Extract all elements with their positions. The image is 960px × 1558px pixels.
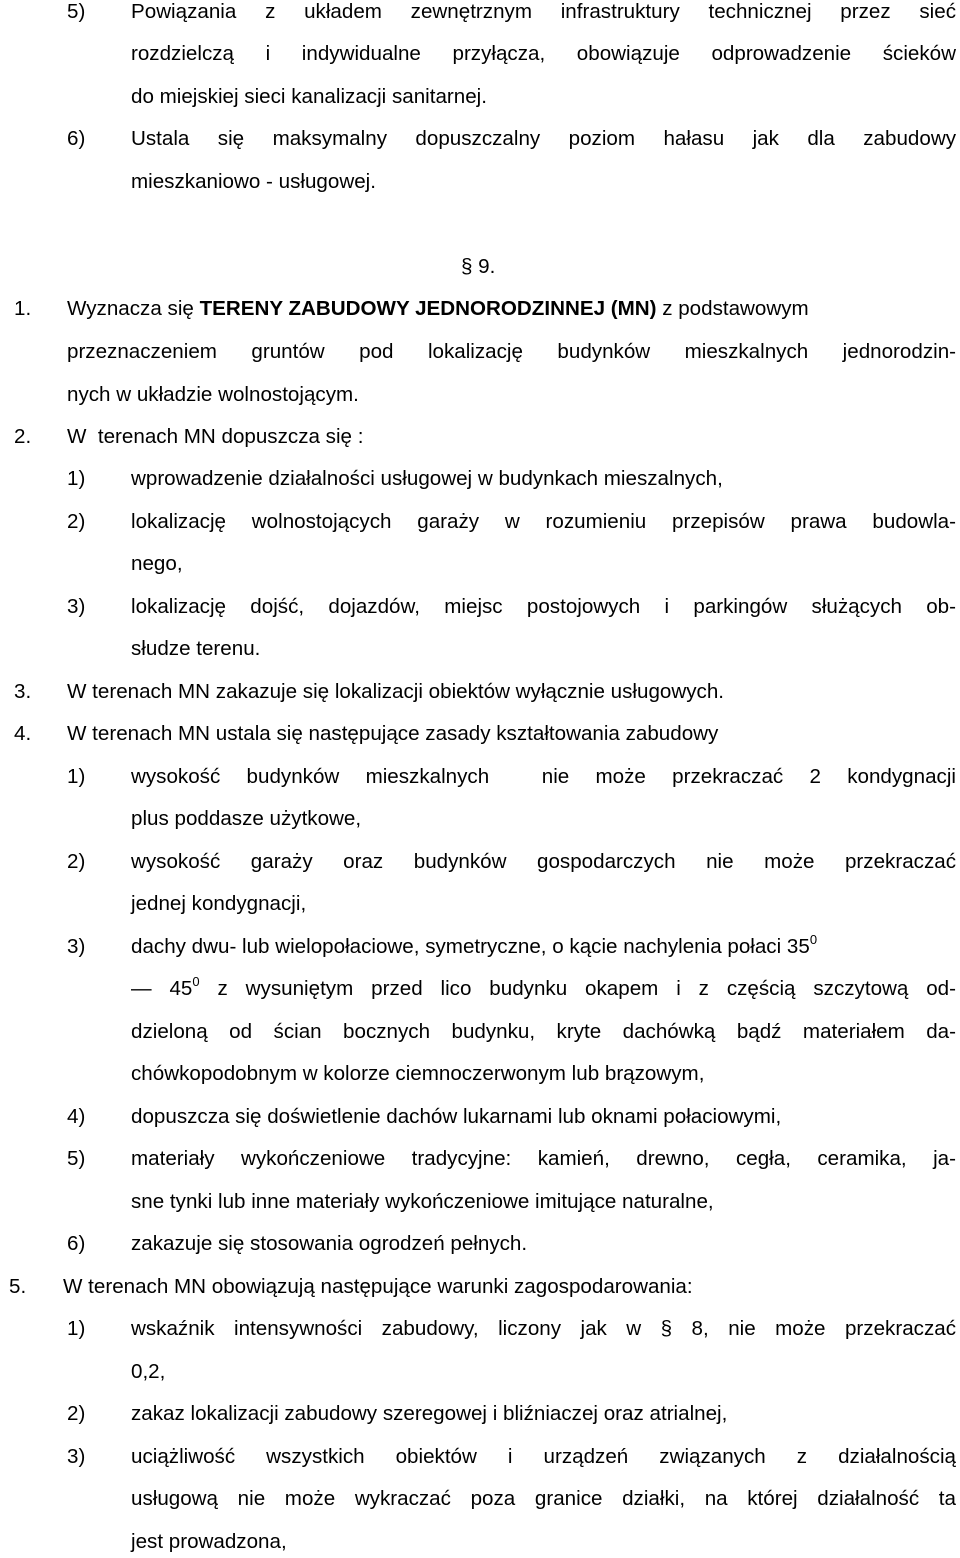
list-number: 5)	[67, 0, 86, 23]
list-item-line: sne tynki lub inne materiały wykończeniowe imitujące naturalne,	[131, 1190, 714, 1213]
paragraph-line: W terenach MN obowiązują następujące warunki zagospodarowania:	[63, 1275, 693, 1298]
list-number: 4)	[67, 1105, 86, 1128]
list-item-line: 0,2,	[131, 1360, 166, 1383]
list-number: 3)	[67, 1445, 86, 1468]
list-number: 1)	[67, 765, 86, 788]
paragraph-line: przeznaczeniem gruntów pod lokalizację budynków mieszkalnych jednorodzin-	[67, 340, 956, 363]
paragraph-line	[67, 297, 956, 321]
degree-superscript: 0	[809, 932, 818, 947]
list-item-line: lokalizację wolnostojących garaży w rozumieniu przepisów prawa budowla-	[131, 510, 956, 533]
list-item-line: rozdzielczą i indywidualne przyłącza, obowiązuje odprowadzenie ścieków	[131, 42, 956, 65]
list-number: 3)	[67, 595, 86, 618]
paragraph-text: z podstawowym	[656, 297, 809, 320]
list-number: 3)	[67, 935, 86, 958]
list-number: 1)	[67, 467, 86, 490]
section-heading: § 9.	[461, 255, 496, 278]
list-item-line: materiały wykończeniowe tradycyjne: kamień, drewno, cegła, ceramika, ja-	[131, 1147, 956, 1170]
list-number: 6)	[67, 127, 86, 150]
list-item-text: — 45	[131, 977, 193, 1000]
list-item-line: jednej kondygnacji,	[131, 892, 307, 915]
list-item-line: Ustala się maksymalny dopuszczalny poziom hałasu jak dla zabudowy	[131, 127, 956, 150]
degree-superscript: 0	[192, 974, 200, 989]
paragraph-number: 2.	[14, 425, 32, 448]
paragraph-line: W terenach MN zakazuje się lokalizacji obiektów wyłącznie usługowych.	[67, 680, 724, 703]
list-item-line: wysokość garaży oraz budynków gospodarczych nie może przekraczać	[131, 850, 956, 873]
list-number: 1)	[67, 1317, 86, 1340]
paragraph-number: 3.	[14, 680, 32, 703]
list-item-line: jest prowadzona,	[131, 1530, 287, 1553]
list-number: 5)	[67, 1147, 86, 1170]
list-item-line: Powiązania z układem zewnętrznym infrastruktury technicznej przez sieć	[131, 0, 956, 23]
list-item-line: uciążliwość wszystkich obiektów i urządzeń związanych z działalnością	[131, 1445, 956, 1468]
list-number: 6)	[67, 1232, 86, 1255]
list-item-line: dopuszcza się doświetlenie dachów lukarnami lub oknami połaciowymi,	[131, 1105, 782, 1128]
list-item-text: z wysuniętym przed lico budynku okapem i z częścią szczytową od-	[199, 977, 956, 1000]
zone-name-bold: TERENY ZABUDOWY JEDNORODZINNEJ (MN)	[199, 297, 657, 320]
list-item-text: dachy dwu- lub wielopołaciowe, symetryczne, o kącie nachylenia połaci 35	[131, 935, 810, 958]
paragraph-number: 1.	[14, 297, 32, 320]
paragraph-line: W terenach MN dopuszcza się :	[67, 425, 364, 448]
list-item-line: do miejskiej sieci kanalizacji sanitarnej.	[131, 85, 487, 108]
paragraph-line: W terenach MN ustala się następujące zasady kształtowania zabudowy	[67, 722, 719, 745]
list-item-line: dzieloną od ścian bocznych budynku, kryte dachówką bądź materiałem da-	[131, 1020, 956, 1043]
list-number: 2)	[67, 850, 86, 873]
list-number: 2)	[67, 1402, 86, 1425]
list-item-line: słudze terenu.	[131, 637, 261, 660]
list-item-line: lokalizację dojść, dojazdów, miejsc postojowych i parkingów służących ob-	[131, 595, 956, 618]
list-item-line: mieszkaniowo - usługowej.	[131, 170, 376, 193]
list-item-line: usługową nie może wykraczać poza granice działki, na której działalność ta	[131, 1487, 956, 1510]
list-item-line: nego,	[131, 552, 183, 575]
paragraph-number: 5.	[9, 1275, 27, 1298]
list-number: 2)	[67, 510, 86, 533]
paragraph-text: Wyznacza się	[67, 297, 200, 320]
list-item-line: wprowadzenie działalności usługowej w budynkach mieszalnych,	[131, 467, 723, 490]
list-item-line: chówkopodobnym w kolorze ciemnoczerwonym lub brązowym,	[131, 1062, 705, 1085]
list-item-line: zakaz lokalizacji zabudowy szeregowej i bliźniaczej oraz atrialnej,	[131, 1402, 728, 1425]
list-item-line: wysokość budynków mieszkalnych nie może przekraczać 2 kondygnacji	[131, 765, 956, 788]
list-item-line	[131, 932, 818, 959]
paragraph-line: nych w układzie wolnostojącym.	[67, 383, 359, 406]
list-item-line: zakazuje się stosowania ogrodzeń pełnych.	[131, 1232, 528, 1255]
list-item-line: plus poddasze użytkowe,	[131, 807, 362, 830]
paragraph-number: 4.	[14, 722, 32, 745]
list-item-line	[131, 974, 956, 1001]
list-item-line: wskaźnik intensywności zabudowy, liczony jak w § 8, nie może przekraczać	[131, 1317, 956, 1340]
